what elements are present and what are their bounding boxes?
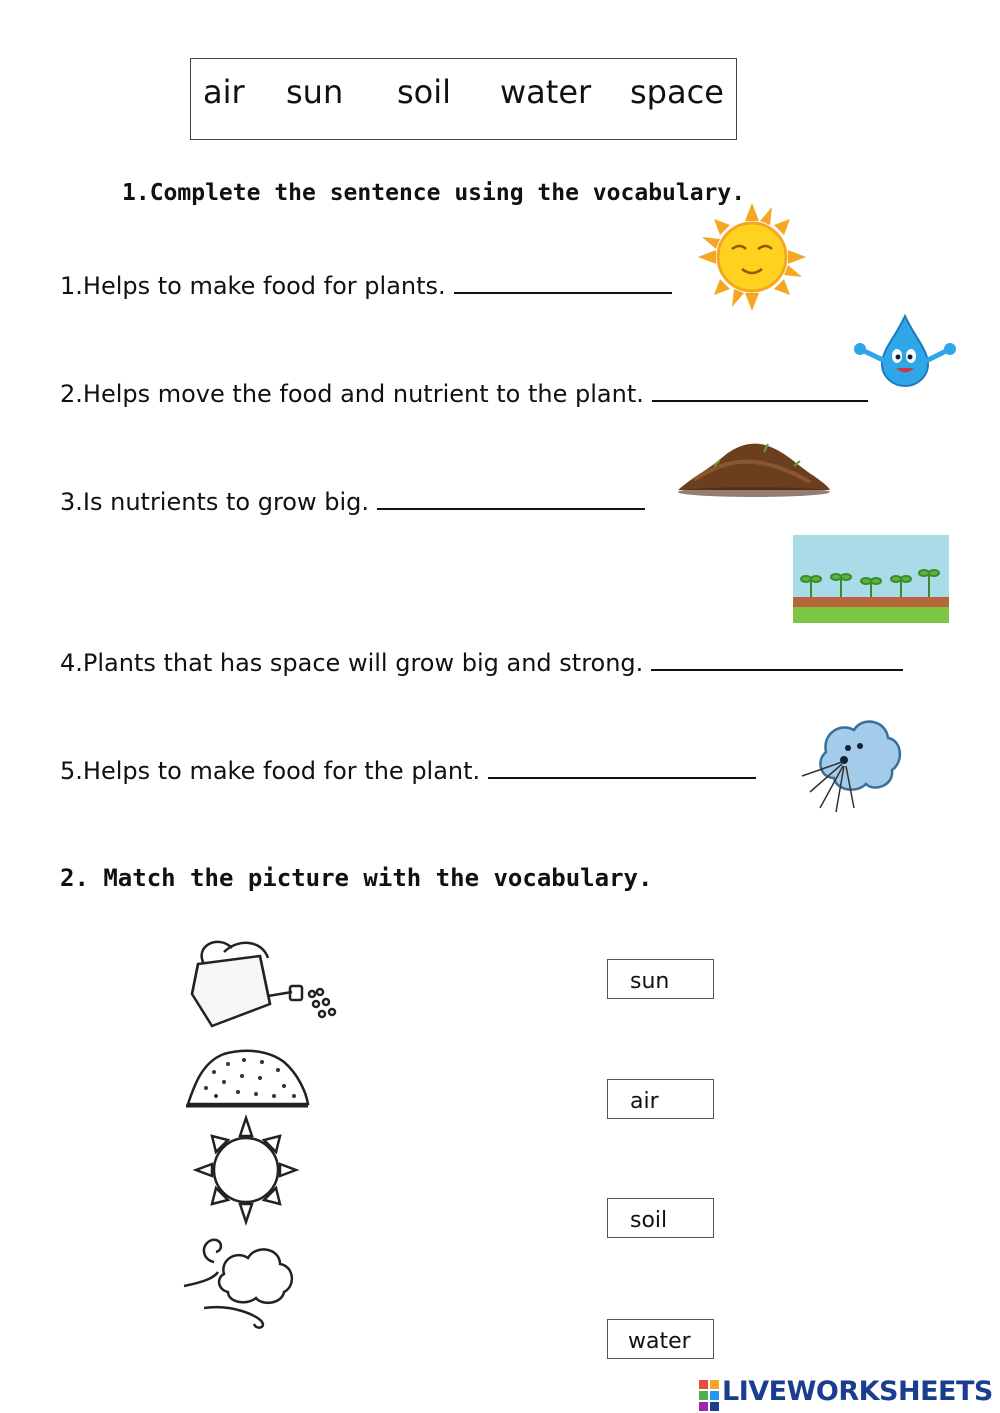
- answer-blank-4[interactable]: [651, 647, 903, 671]
- word-box-soil[interactable]: soil: [607, 1198, 714, 1238]
- sentence-2-text: 2.Helps move the food and nutrient to the plant.: [60, 380, 644, 408]
- word-box-water[interactable]: water: [607, 1319, 714, 1359]
- sentence-4-text: 4.Plants that has space will grow big and strong.: [60, 649, 644, 677]
- word-box-air[interactable]: air: [607, 1079, 714, 1119]
- sentence-5-text: 5.Helps to make food for the plant.: [60, 757, 481, 785]
- answer-blank-5[interactable]: [488, 755, 756, 779]
- answer-blank-1[interactable]: [454, 270, 672, 294]
- liveworksheets-logo: [698, 1376, 993, 1410]
- vocab-word-sun: sun: [286, 73, 344, 111]
- sentence-1: [60, 270, 672, 300]
- wind-cloud-outline-icon: [184, 1232, 302, 1330]
- vocab-word-air: air: [203, 73, 245, 111]
- wind-cloud-icon: [796, 712, 904, 816]
- sentence-5: [60, 755, 756, 785]
- soil-pile-icon: [674, 436, 832, 498]
- watering-can-icon: [184, 934, 340, 1034]
- section1-heading: 1.Complete the sentence using the vocabulary.: [122, 180, 746, 206]
- vocab-word-water: water: [500, 73, 592, 111]
- answer-blank-3[interactable]: [377, 486, 645, 510]
- section2-heading: 2. Match the picture with the vocabulary.: [60, 864, 653, 892]
- sentence-1-text: 1.Helps to make food for plants.: [60, 272, 446, 300]
- seedlings-icon: [793, 535, 949, 623]
- answer-blank-2[interactable]: [652, 378, 868, 402]
- soil-mound-icon: [184, 1046, 310, 1110]
- word-box-sun[interactable]: sun: [607, 959, 714, 999]
- sentence-3: [60, 486, 645, 516]
- sentence-2: [60, 378, 868, 408]
- logo-text: LIVEWORKSHEETS: [722, 1376, 993, 1407]
- vocab-word-soil: soil: [397, 73, 452, 111]
- sun-outline-icon: [196, 1118, 298, 1222]
- vocabulary-box: [190, 58, 737, 140]
- sun-icon: [696, 203, 808, 311]
- logo-tiles-icon: [698, 1379, 722, 1412]
- vocab-word-space: space: [630, 73, 724, 111]
- water-drop-icon: [852, 314, 958, 386]
- sentence-4: [60, 647, 903, 677]
- sentence-3-text: 3.Is nutrients to grow big.: [60, 488, 369, 516]
